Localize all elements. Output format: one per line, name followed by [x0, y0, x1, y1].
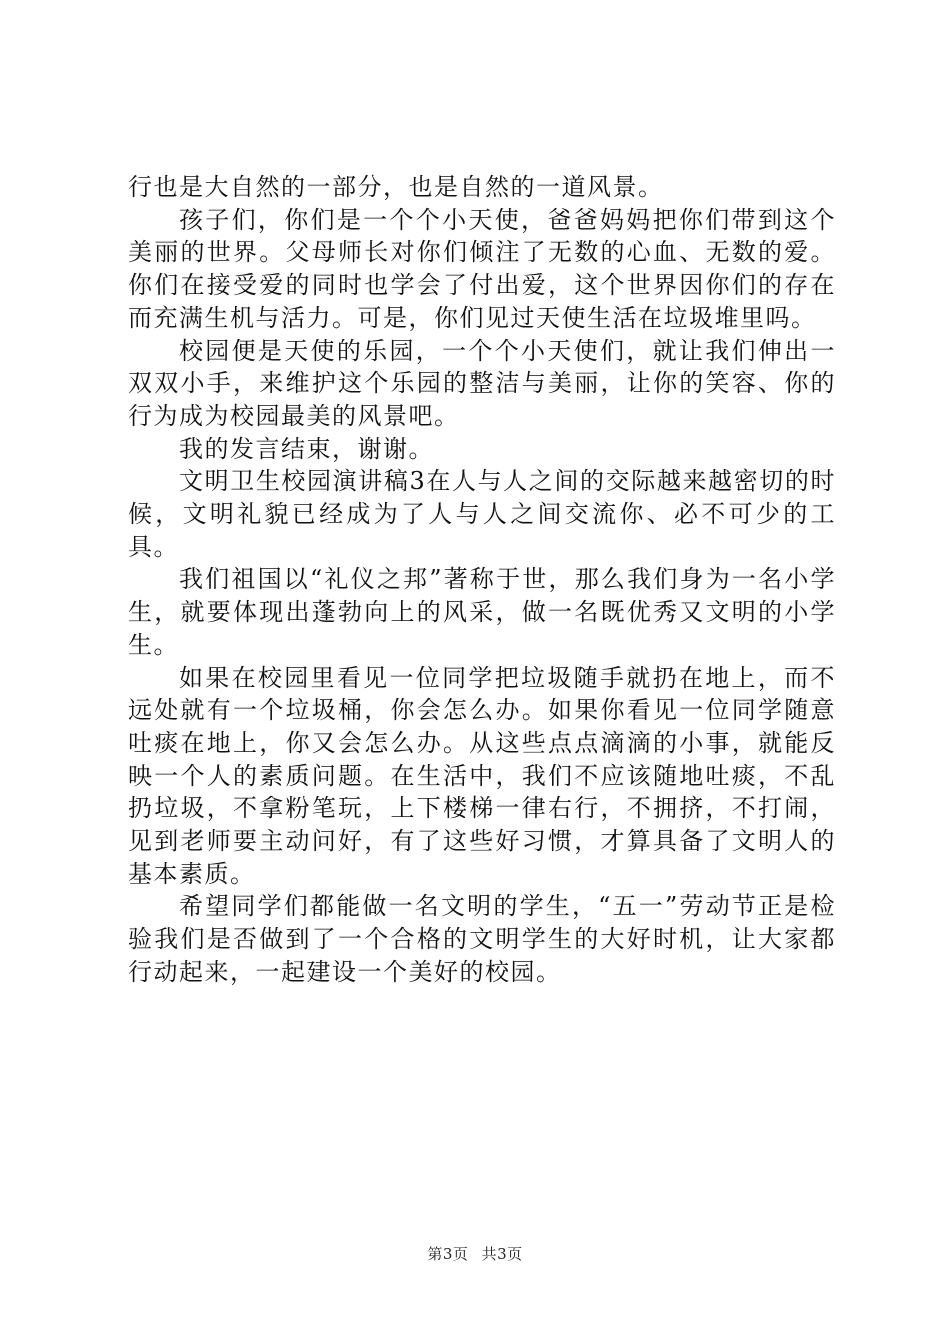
- page-total: 共3页: [481, 1245, 523, 1263]
- paragraph: 我们祖国以“礼仪之邦”著称于世，那么我们身为一名小学生，就要体现出蓬勃向上的风采，做一名既优秀又文明的小学生。: [128, 565, 836, 659]
- paragraph-continuation: 行也是大自然的一部分，也是自然的一道风景。: [128, 173, 664, 201]
- paragraph: 如果在校园里看见一位同学把垃圾随手就扔在地上，而不远处就有一个垃圾桶，你会怎么办。如果你看见一位同学随意吐痰在地上，你又会怎么办。从这些点点滴滴的小事，就能反映一个人的素质问题。在生活中，我们不应该随地吐痰，不乱扔垃圾，不拿粉笔玩，上下楼梯一律右行，不拥挤，不打闹，见到老师要主动问好，有了这些好习惯，才算具备了文明人的基本素质。: [128, 663, 836, 888]
- page-footer: [0, 1243, 950, 1264]
- paragraph: 我的发言结束，谢谢。: [179, 434, 434, 463]
- paragraph: 文明卫生校园演讲稿3在人与人之间的交际越来越密切的时候，文明礼貌已经成为了人与人之间交流你、必不可少的工具。: [128, 467, 836, 561]
- paragraph: 孩子们，你们是一个个小天使，爸爸妈妈把你们带到这个美丽的世界。父母师长对你们倾注了无数的心血、无数的爱。你们在接受爱的同时也学会了付出爱，这个世界因你们的存在而充满生机与活力。可是，你们见过天使生活在垃圾堆里吗。: [128, 205, 836, 332]
- page-number: 第3页: [427, 1245, 469, 1263]
- paragraph: 校园便是天使的乐园，一个个小天使们，就让我们伸出一双双小手，来维护这个乐园的整洁与美丽，让你的笑容、你的行为成为校园最美的风景吧。: [128, 336, 836, 430]
- paragraph: 希望同学们都能做一名文明的学生，“五一”劳动节正是检验我们是否做到了一个合格的文明学生的大好时机，让大家都行动起来，一起建设一个美好的校园。: [128, 892, 836, 986]
- document-body: [128, 171, 836, 989]
